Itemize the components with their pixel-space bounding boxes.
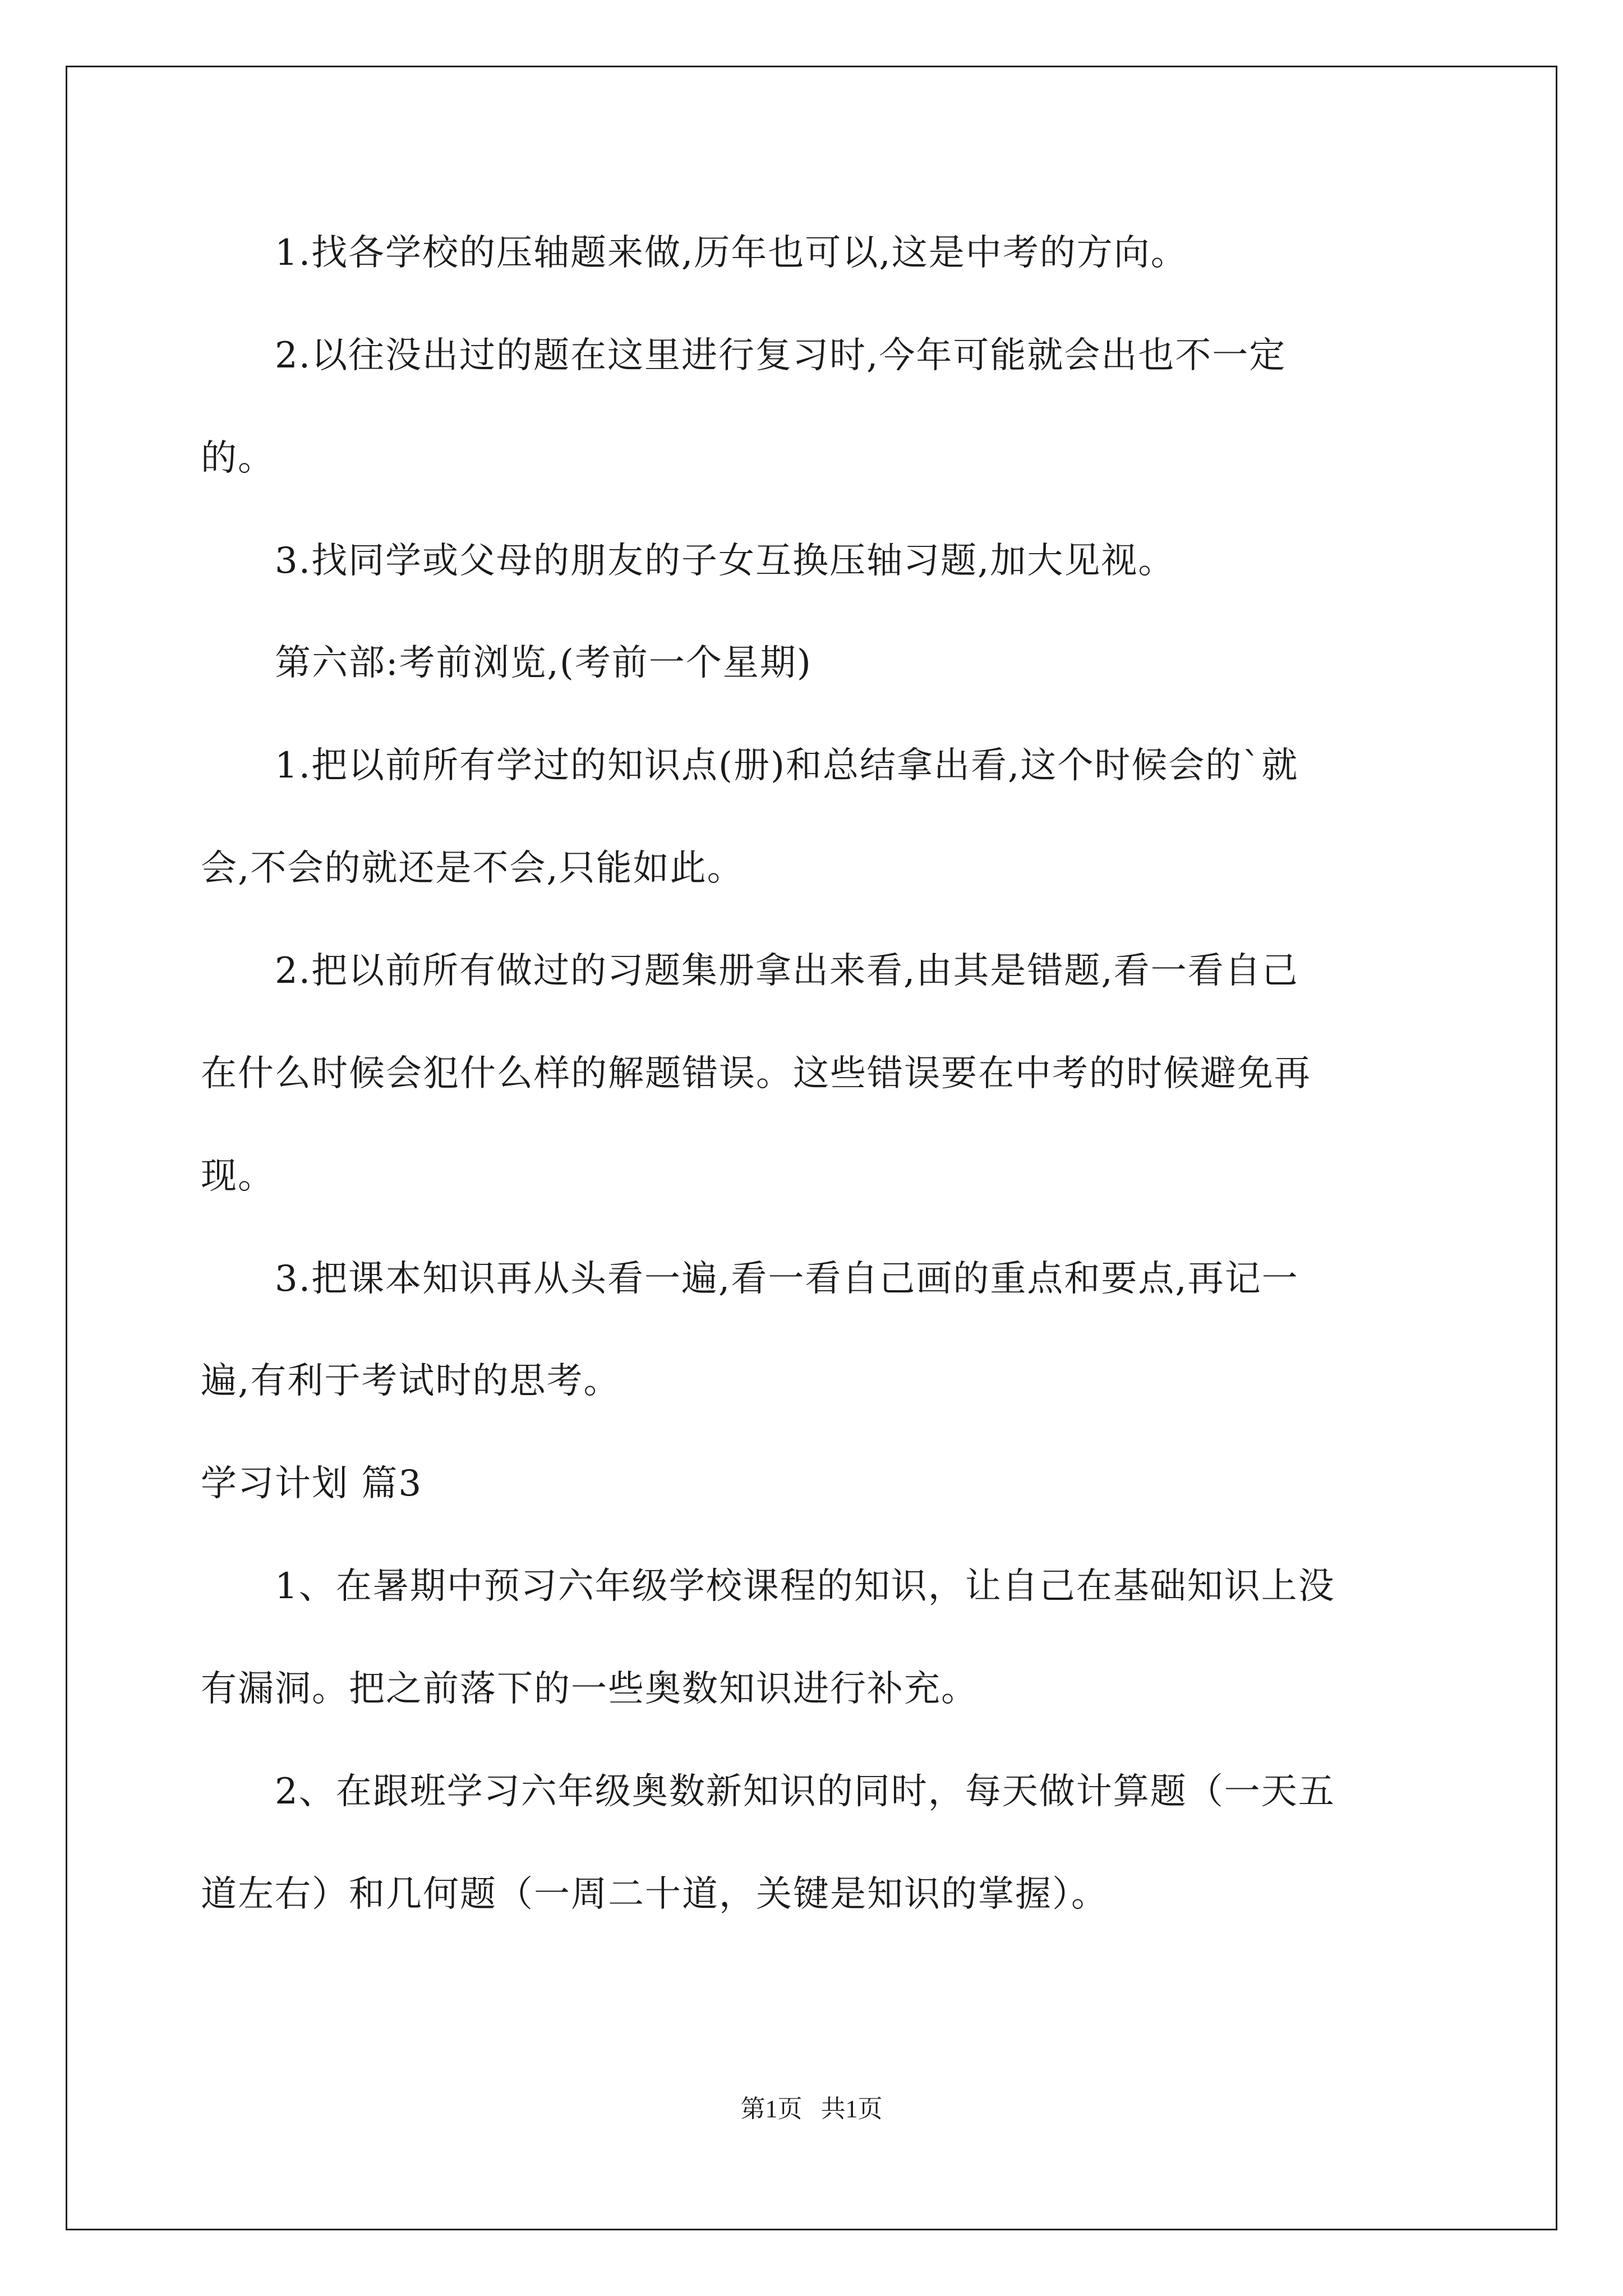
paragraph-line: 现。 xyxy=(201,1156,275,1197)
paragraph-line: 1.把以前所有学过的知识点(册)和总结拿出看,这个时候会的`就 xyxy=(275,745,1299,786)
paragraph-line: 有漏洞。把之前落下的一些奥数知识进行补充。 xyxy=(201,1668,978,1710)
paragraph-line: 2、在跟班学习六年级奥数新知识的同时，每天做计算题（一天五 xyxy=(275,1771,1335,1812)
page-footer: 第1页 共1页 xyxy=(740,2095,883,2123)
paragraph-line: 2.以往没出过的题在这里进行复习时,今年可能就会出也不一定 xyxy=(275,335,1287,376)
paragraph-line: 3.把课本知识再从头看一遍,看一看自己画的重点和要点,再记一 xyxy=(275,1258,1299,1300)
section-heading: 第六部:考前浏览,(考前一个星期) xyxy=(275,642,812,684)
paragraph-line: 会,不会的就还是不会,只能如此。 xyxy=(201,848,744,889)
paragraph-line: 1.找各学校的压轴题来做,历年也可以,这是中考的方向。 xyxy=(275,232,1188,274)
paragraph-line: 在什么时候会犯什么样的解题错误。这些错误要在中考的时候避免再 xyxy=(201,1053,1311,1094)
paragraph-line: 道左右）和几何题（一周二十道，关键是知识的掌握）。 xyxy=(201,1874,1108,1915)
paragraph-line: 2.把以前所有做过的习题集册拿出来看,由其是错题,看一看自己 xyxy=(275,950,1299,992)
paragraph-line: 1、在暑期中预习六年级学校课程的知识，让自己在基础知识上没 xyxy=(275,1566,1335,1607)
paragraph-line: 的。 xyxy=(201,438,275,479)
paragraph-line: 遍,有利于考试时的思考。 xyxy=(201,1360,621,1402)
section-title: 学习计划 篇3 xyxy=(201,1463,423,1504)
paragraph-line: 3.找同学或父母的朋友的子女互换压轴习题,加大见视。 xyxy=(275,540,1175,582)
